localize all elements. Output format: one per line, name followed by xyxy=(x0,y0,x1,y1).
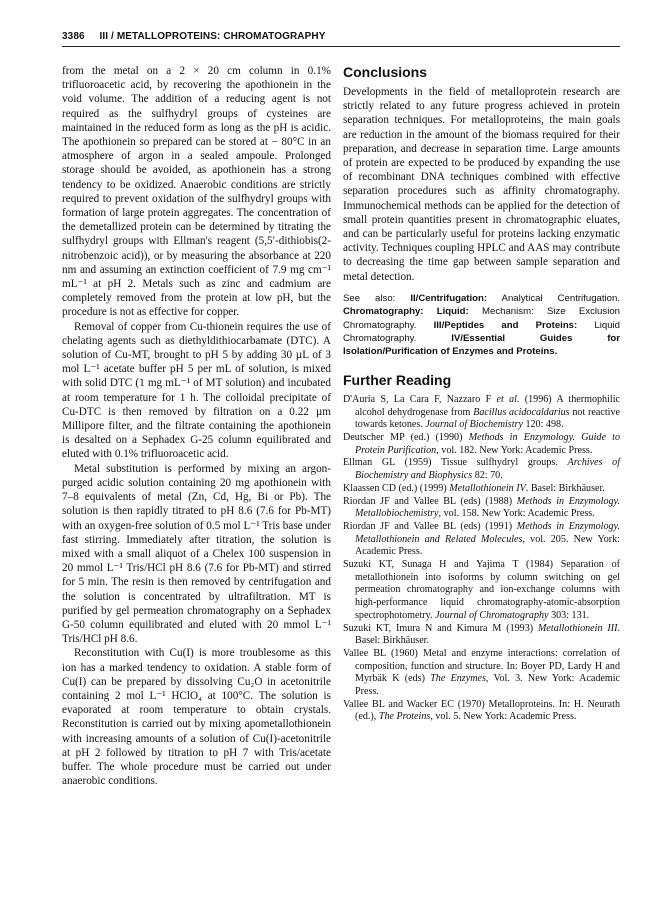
reference-item: D'Auria S, La Cara F, Nazzaro F et al. (1996) A thermophilic alcohol dehydrogenase from Bacillus acidocaldarius not reactive towards ketones. Journal of Biochemistry 120: 498. xyxy=(343,393,620,431)
page-number: 3386 xyxy=(62,31,85,42)
reference-item: Suzuki KT, Sunaga H and Yajima T (1984) Separation of metallothionein into isoforms by column switching on gel permeation chromatography and ion-exchange columns with high-performance liquid chromatography-atomic-absorption spectrophotometry. Journal of Chromatography 303: 131. xyxy=(343,559,620,621)
right-column xyxy=(343,64,620,724)
reference-item: Deutscher MP (ed.) (1990) Methods in Enzymology. Guide to Protein Purification, vol. 182. New York: Academic Press. xyxy=(343,431,620,456)
see-also-link-essential-guides[interactable]: IV/Essential Guides for Isolation/Purification of Enzymes and Proteins. xyxy=(343,333,621,358)
paragraph-reconstitution: Reconstitution with Cu(I) is more troublesome as this ion has a marked tendency to oxidation. A stable form of Cu(I) can be prepared by dissolving Cu₂O in acetonitrile containing 2 mol L⁻¹ HClO₄ at 100°C. The solution is evaporated at room temperature to obtain crystals. Reconstitution is carried out by mixing apometallothionein with increasing amounts of a solution of Cu(I)-acetonitrile at pH 2 followed by titration to pH 7 with Tris/acetate buffer. The whole procedure must be carried out under anaerobic conditions. xyxy=(62,647,331,788)
see-also-lead: See also: xyxy=(343,292,396,304)
see-also xyxy=(343,292,620,359)
reference-item: Suzuki KT, Imura N and Kimura M (1993) Metallothionein III. Basel: Birkhäuser. xyxy=(343,622,620,647)
reference-item: Riordan JF and Vallee BL (eds) (1988) Methods in Enzymology. Metallobiochemistry, vol. 158. New York: Academic Press. xyxy=(343,495,620,520)
paragraph-copper-removal: Removal of copper from Cu-thionein requires the use of chelating agents such as diethyldithiocarbamate (DTC). A solution of Cu-MT, brought to pH 5 by adding 30 µL of 3 mol L⁻¹ acetate buffer pH 5 per mL of solution, is mixed with solid DTC (1 mg mL⁻¹ of MT solution) and incubated at room temperature for 1 h. The colloidal precipitate of Cu-DTC is then removed by filtration on a 0.22 µm Millipore filter, and the filtrate containing the apothionein is desalted on a Sephadex G-25 column equilibrated and eluted with 0.1% trifluoroacetic acid. xyxy=(62,320,331,461)
reference-list xyxy=(343,394,620,724)
conclusions-text: Developments in the field of metalloprotein research are strictly related to any future progress achieved in protein separation techniques. For metalloproteins, the main goals are reduction in the amount of the biomass required for their preparation, and decrease in separation time. Large amounts of protein are expected to be produced by expanding the use of recombinant DNA techniques combined with effective separation procedures such as affinity chromatography. Immunochemical methods can be applied for the detection of small protein quantities present in chromatographic eluates, and can be particularly useful for proteins lacking enzymatic activity. Techniques coupling HPLC and AAS may contribute to decreasing the time gap between sample separation and metal detection. xyxy=(343,86,620,283)
reference-item: Vallee BL and Wacker EC (1970) Metalloproteins. In: H. Neurath (ed.), The Proteins, vol. 5. New York: Academic Press. xyxy=(343,698,620,723)
see-also-link-peptides-proteins[interactable]: III/Peptides and Proteins: xyxy=(433,319,578,331)
paragraph-metal-substitution: Metal substitution is performed by mixing an argon-purged acidic solution containing 20 mg apothionein with 7–8 equivalents of metal (Zn, Cd, Hg, Bi or Pb). The solution is then rapidly titrated to pH 8.6 (7.6 for Pb-MT) with an oxygen-free solution of 0.5 mol L⁻¹ Tris base under fast stirring. Immediately after titration, the solution is mixed with a small aliquot of a Chelex 100 suspension in 20 mmol L⁻¹ Tris/HCl pH 8.6 (7.6 for Pb-MT) and stirred for 5 min. The resin is then removed by centrifugation and the solution is concentrated by ultrafiltration. MT is purified by gel permeation chromatography on a Sephadex G-50 column equilibrated and eluted with 20 mmol L⁻¹ Tris/HCl pH 8.6. xyxy=(62,462,331,646)
reference-item: Klaassen CD (ed.) (1999) Metallothionein IV. Basel: Birkhäuser. xyxy=(343,482,605,494)
see-also-text-1: Analytical Centrifugation. xyxy=(501,292,620,304)
section-title: III / METALLOPROTEINS: CHROMATOGRAPHY xyxy=(99,31,326,42)
see-also-link-centrifugation[interactable]: II/Centrifugation: xyxy=(410,292,488,304)
running-head xyxy=(62,31,620,42)
paragraph-demetallation: from the metal on a 2 × 20 cm column in 0.1% trifluoroacetic acid, by recovering the apothionein in the void volume. The addition of a reducing agent is not required as the sulfhydryl groups of cysteines are maintained in the reduced form as long as the pH is acidic. The apothionein so prepared can be stored at − 80°C in an atmosphere of argon in a sealed ampoule. Prolonged storage should be avoided, as apothionein has a strong tendency to be oxidized. Anaerobic conditions are strictly required to prevent oxidation of the sulfhydryl groups with formation of large protein aggregates. The concentration of the demetallized protein can be determined by titrating the sulfhydryl groups with Ellman's reagent (5,5′-dithiobis(2-nitrobenzoic acid)), or by measuring the absorbance at 220 nm and assuming an extinction coefficient of 7.9 mg cm⁻¹ mL⁻¹ at pH 2. Metals such as zinc and cadmium are completely removed from the protein at low pH, but the procedure is not as effective for copper. xyxy=(62,65,331,319)
left-column xyxy=(62,64,331,788)
conclusions-heading: Conclusions xyxy=(343,64,428,80)
reference-item: Vallee BL (1960) Metal and enzyme interactions: correlation of composition, function and structure. In: Boyer PD, Lardy H and Myrbäk K (eds) The Enzymes, Vol. 3. New York: Academic Press. xyxy=(343,647,621,698)
see-also-link-liquid-chromatography[interactable]: Chromatography: Liquid: xyxy=(343,306,469,318)
reference-item: Ellman GL (1959) Tissue sulfhydryl groups. Archives of Biochemistry and Biophysics 82: 70. xyxy=(343,457,620,482)
header-rule xyxy=(62,46,620,47)
further-reading-heading: Further Reading xyxy=(343,371,452,388)
see-also-text-3: Liquid Chromatography. xyxy=(343,319,620,345)
reference-item: Riordan JF and Vallee BL (eds) (1991) Methods in Enzymology. Metallothionein and Related Molecules, vol. 205. New York: Academic Press. xyxy=(343,520,620,558)
see-also-text-2: Mechanism: Size Exclusion Chromatography. xyxy=(343,306,620,331)
